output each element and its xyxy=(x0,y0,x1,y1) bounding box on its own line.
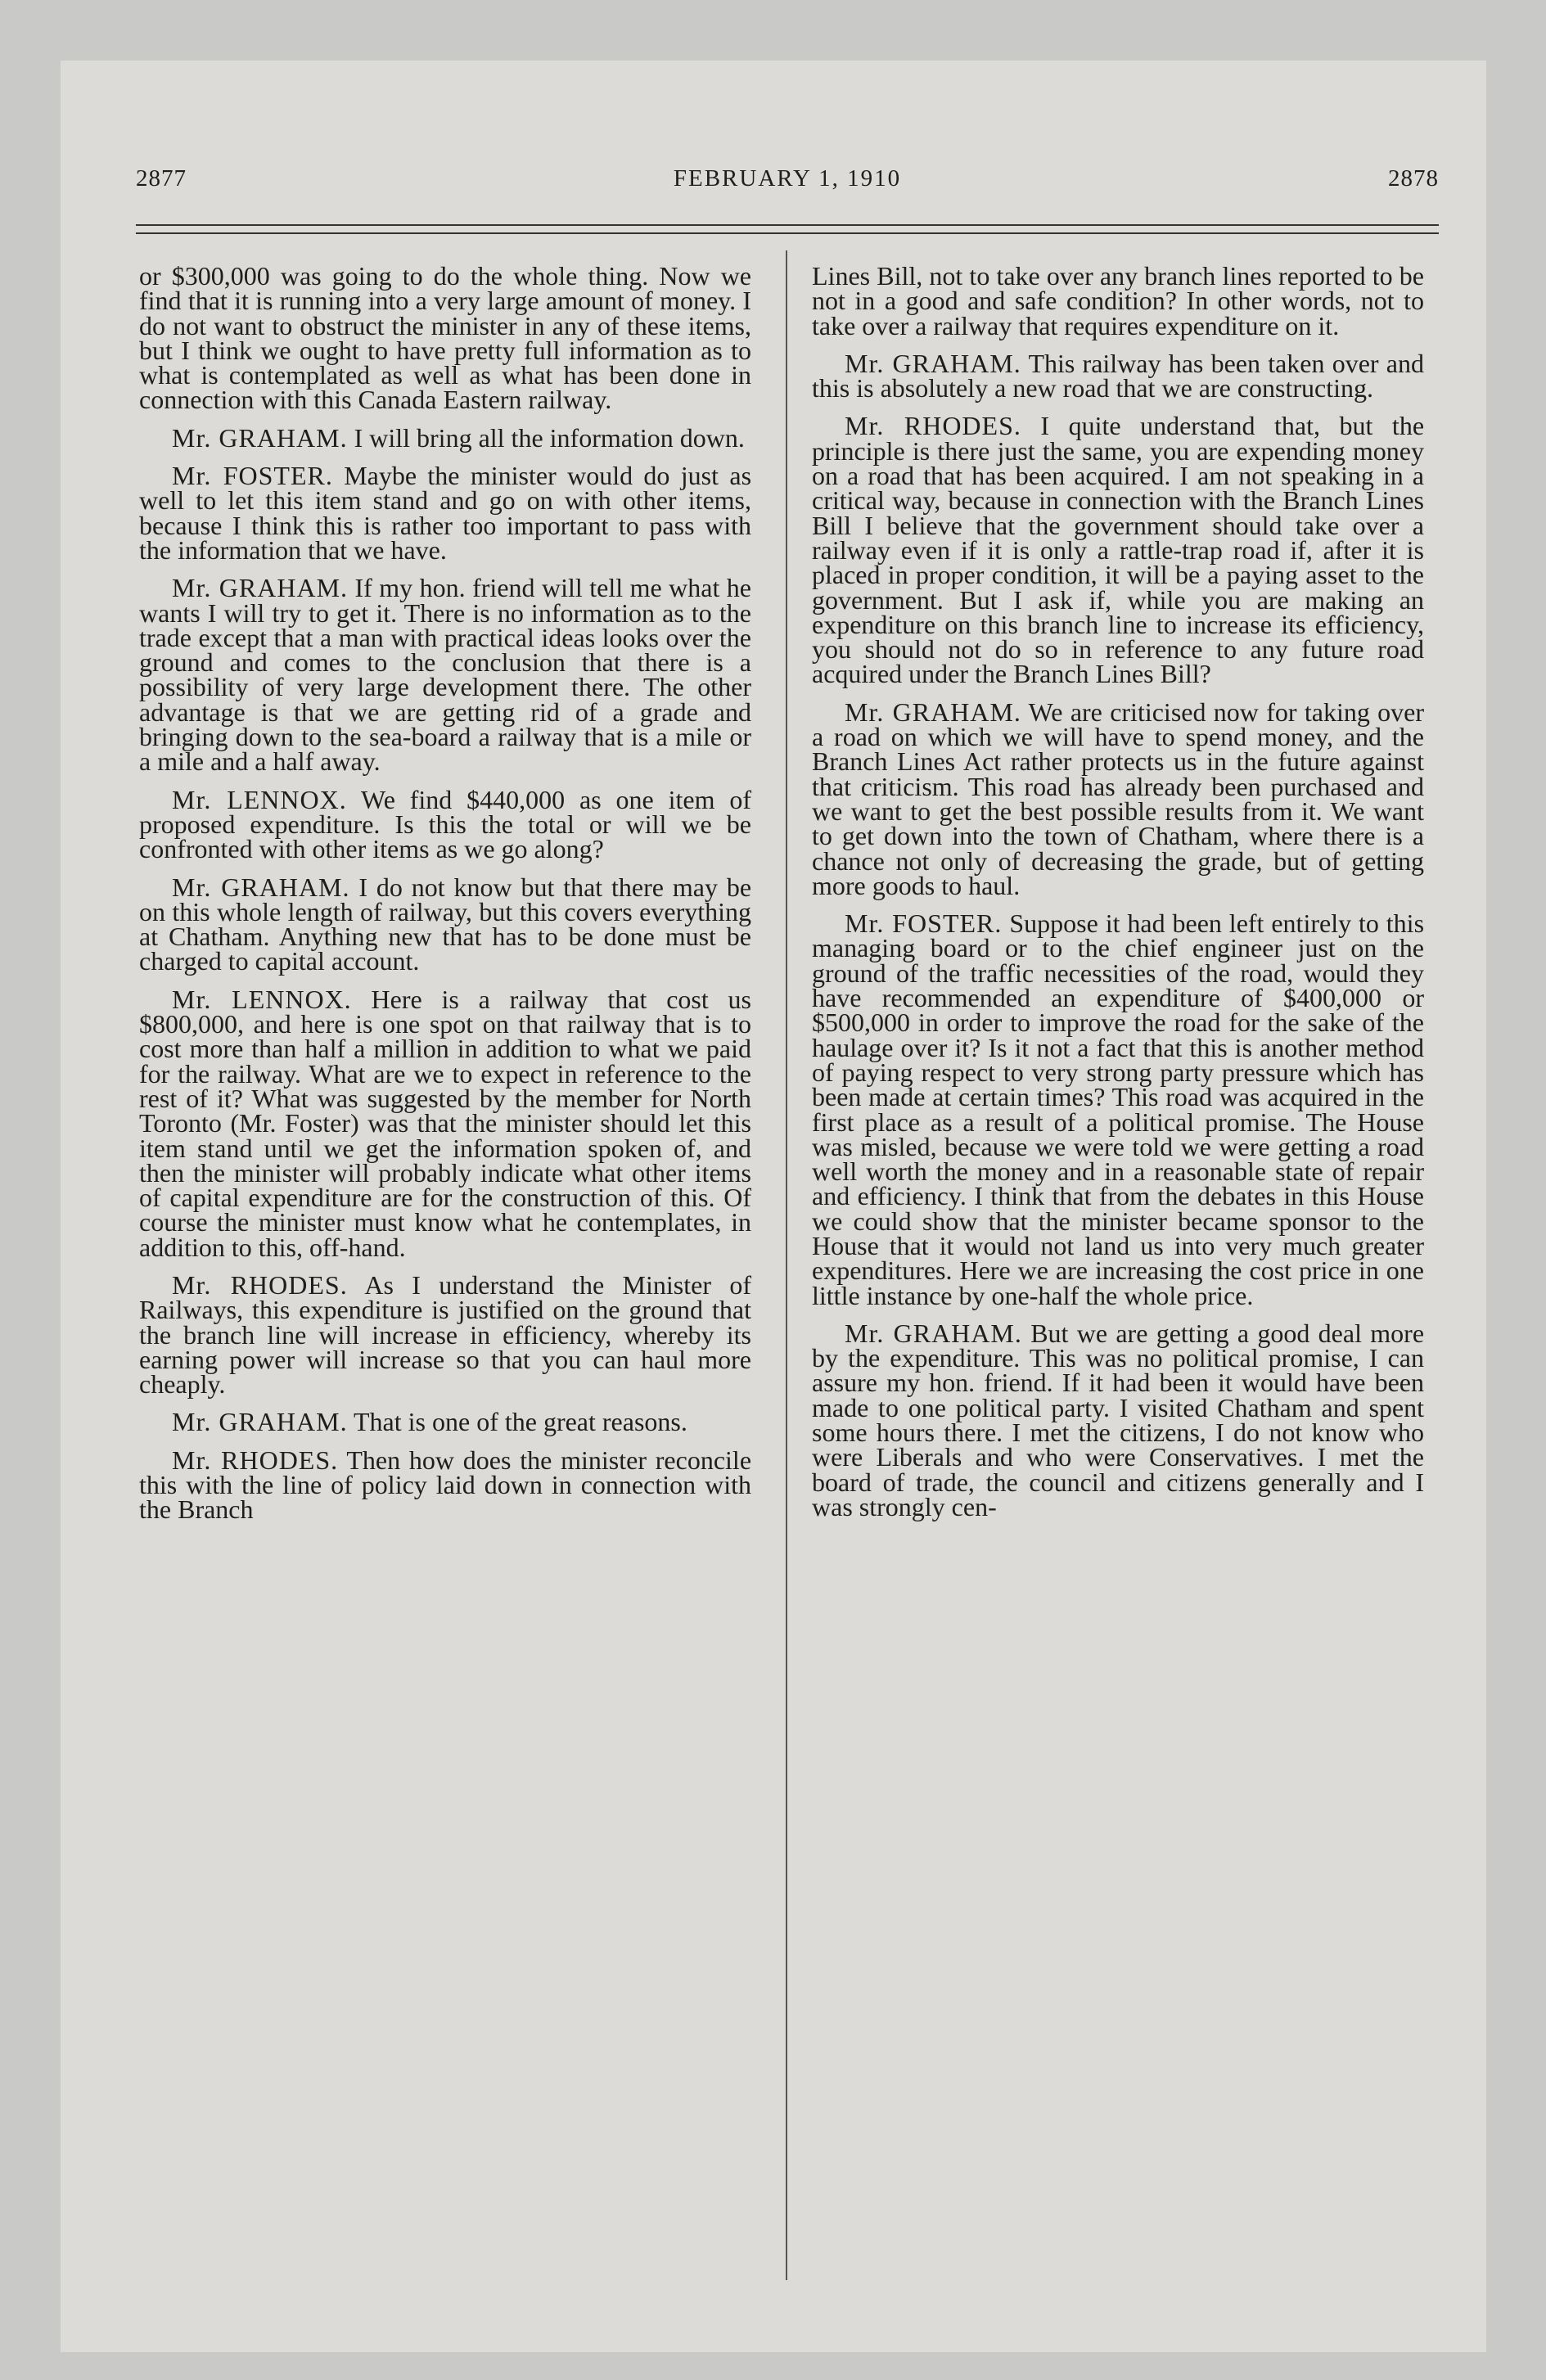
paragraph-text: If my hon. friend will tell me what he wants I will try to get it. There is no information as to the trade except that a man with practical ideas looks over the ground and comes to the conclusion that there is a possibility of very large development there. The other advantage is that we are getting rid of a grade and bringing down to the sea-board a railway that is a mile or a mile and a half away. xyxy=(139,573,752,777)
left-column xyxy=(139,261,752,1535)
speaker-name: Mr. GRAHAM. xyxy=(172,1407,348,1437)
paragraph xyxy=(139,422,751,453)
speaker-name: Mr. GRAHAM. xyxy=(845,1318,1022,1348)
paragraph-text: We are criticised now for taking over a road on which we will have to spend money, and the Branch Lines Act rather protects us in the future against that criticism. This road has already been purchased and we want to get the best possible results from it. We want to get down into the town of Chatham, where there is a chance not only of decreasing the grade, but of getting more goods to haul. xyxy=(812,696,1425,900)
paragraph xyxy=(139,1407,751,1437)
paragraph-text: Here is a railway that cost us $800,000, and here is one spot on that railway that is to cost more than half a million in addition to what we paid for the railway. What are we to expect in reference to the rest of it? What was suggested by the member for North Toronto (Mr. Foster) was that the minister should let this item stand until we get the information spoken of, and then the minister will probably indicate what other items of capital expenditure are for the construction of this. Of course the minister must know what he contemplates, in addition to this, off-hand. xyxy=(139,984,752,1262)
paragraph-text: Maybe the minister would do just as well to let this item stand and go on with other items, because I think this is rather too important to pass with the information that we have. xyxy=(139,461,752,565)
speaker-name: Mr. GRAHAM. xyxy=(172,573,349,603)
paragraph xyxy=(812,348,1425,403)
paragraph xyxy=(139,261,751,415)
paragraph-text: We find $440,000 as one item of proposed expenditure. Is this the total or will we be confronted with other items as we go along? xyxy=(139,784,752,864)
paragraph-text: Lines Bill, not to take over any branch lines reported to be not in a good and safe condition? In other words, not to take over a railway that requires expenditure on it. xyxy=(812,261,1424,340)
paragraph-text: I quite understand that, but the principle is there just the same, you are expending money on a road that has been acquired. I am not speaking in a critical way, because in connection with the Branch Lines Bill I believe that the government should take over a railway even if it is only a rattle-trap road if, after it is placed in proper condition, it will be a paying asset to the government. But I ask if, while you are making an expenditure on this branch line to increase its efficiency, you should not do so in reference to any future road acquired under the Branch Lines Bill? xyxy=(812,411,1425,689)
speaker-name: Mr. RHODES. xyxy=(172,1445,339,1475)
speaker-name: Mr. FOSTER. xyxy=(845,908,1003,939)
column-divider xyxy=(786,250,787,2280)
paragraph xyxy=(812,908,1425,1310)
paragraph xyxy=(812,411,1425,689)
scanned-page xyxy=(61,61,1486,2352)
paragraph xyxy=(139,461,752,565)
paragraph xyxy=(139,784,752,864)
paragraph-text: That is one of the great reasons. xyxy=(354,1407,687,1437)
paragraph xyxy=(139,1269,752,1400)
paragraph-text: Then how does the minister reconcile this with the line of policy laid down in connection with the Branch xyxy=(139,1445,752,1525)
right-column xyxy=(812,261,1425,1532)
paragraph xyxy=(139,872,752,976)
speaker-name: Mr. LENNOX. xyxy=(172,984,352,1014)
speaker-name: Mr. RHODES. xyxy=(845,411,1021,441)
page-number-left: 2877 xyxy=(136,165,187,192)
header-rule xyxy=(136,224,1439,234)
paragraph-text: or $300,000 was going to do the whole thing. Now we find that it is running into a very large amount of money. I do not want to obstruct the minister in any of these items, but I think we ought to have pretty full information as to what is contemplated as well as what has been done in connection with this Canada Eastern railway. xyxy=(139,261,751,415)
paragraph xyxy=(812,696,1425,900)
speaker-name: Mr. GRAHAM. xyxy=(172,422,348,453)
paragraph xyxy=(139,984,752,1262)
speaker-name: Mr. FOSTER. xyxy=(172,461,333,491)
speaker-name: Mr. RHODES. xyxy=(172,1269,348,1300)
paragraph-text: But we are getting a good deal more by the expenditure. This was no political promise, I can assure my hon. friend. If it had been it would have been made to one political party. I visited Chatham and spent some hours there. I met the citizens, I do not know who were Liberals and who were Conservatives. I met the board of trade, the council and citizens generally and I was strongly cen- xyxy=(812,1318,1425,1521)
paragraph-text: Suppose it had been left entirely to this managing board or to the chief engineer just on the ground of the traffic necessities of the road, would they have recommended an expenditure of $400,000 or $500,000 in order to improve the road for the sake of the haulage over it? Is it not a fact that this is another method of paying respect to very strong party pressure which has been made at certain times? This road was acquired in the first place as a result of a political promise. The House was misled, because we were told we were getting a road well worth the money and in a reasonable state of repair and efficiency. I think that from the debates in this House we could show that the minister became sponsor to the House that it would not land us into very much greater expenditures. Here we are increasing the cost price in one little instance by one-half the whole price. xyxy=(812,908,1425,1310)
header-date: FEBRUARY 1, 1910 xyxy=(673,165,902,192)
page-header xyxy=(136,165,1439,206)
speaker-name: Mr. GRAHAM. xyxy=(845,348,1021,378)
document-page xyxy=(136,61,1439,2352)
paragraph xyxy=(139,573,752,777)
paragraph xyxy=(812,261,1424,340)
speaker-name: Mr. GRAHAM. xyxy=(845,696,1021,727)
paragraph xyxy=(812,1318,1425,1521)
paragraph-text: This railway has been taken over and this is absolutely a new road that we are constructing. xyxy=(812,348,1425,403)
paragraph-text: As I understand the Minister of Railways, this expenditure is justified on the ground that the branch line will increase in efficiency, whereby its earning power will increase so that you can haul more cheaply. xyxy=(139,1269,752,1400)
paragraph xyxy=(139,1445,752,1525)
paragraph-text: I will bring all the information down. xyxy=(354,422,745,453)
paragraph-text: I do not know but that there may be on this whole length of railway, but this covers everything at Chatham. Anything new that has to be done must be charged to capital account. xyxy=(139,872,752,976)
speaker-name: Mr. GRAHAM. xyxy=(172,872,350,902)
speaker-name: Mr. LENNOX. xyxy=(172,784,347,814)
page-number-right: 2878 xyxy=(1388,165,1439,192)
